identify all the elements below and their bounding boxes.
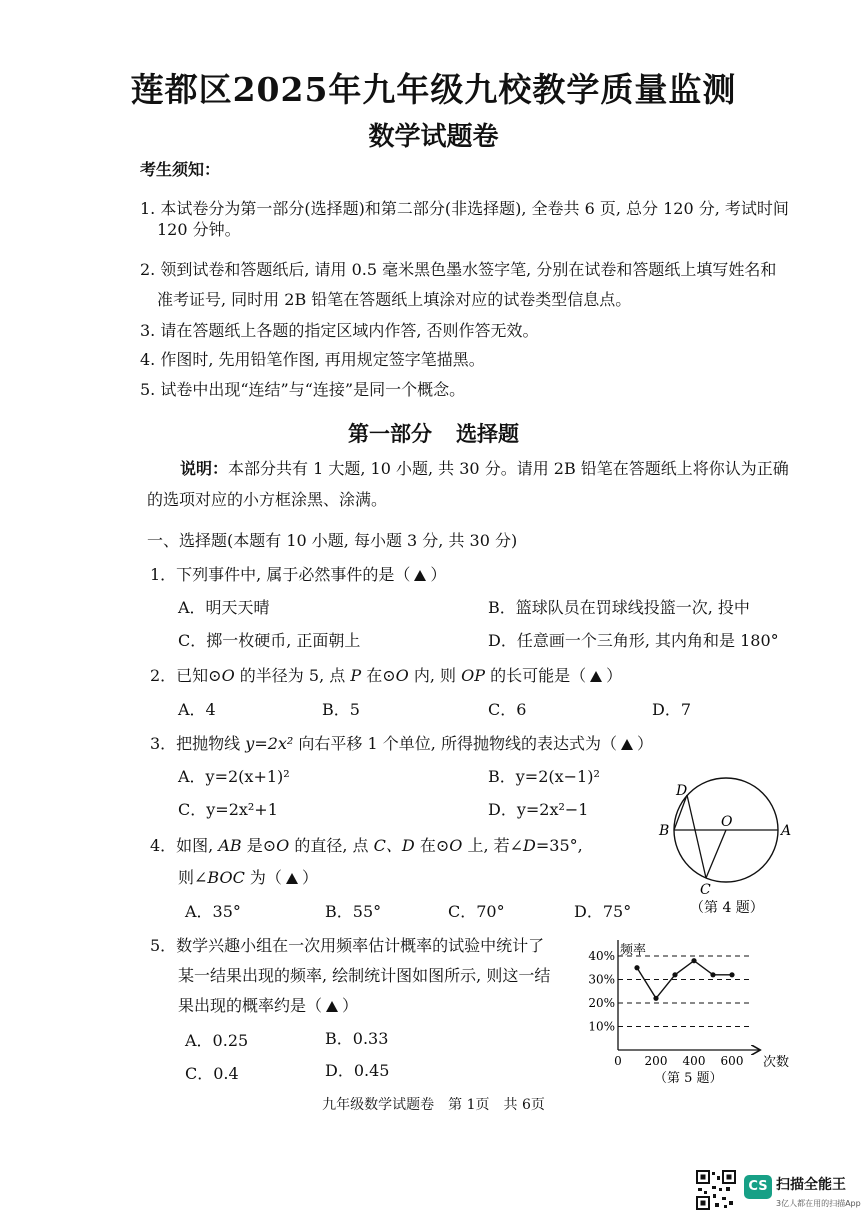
q5-option-a: A．0.25 (185, 1031, 249, 1050)
data-point (710, 972, 715, 977)
x-tick-label: 600 (720, 1054, 744, 1068)
label-a: A (781, 823, 792, 839)
notice-item: 3. 请在答题纸上各题的指定区域内作答, 否则作答无效。 (140, 321, 539, 340)
question-2: 2．已知⊙O 的半径为 5, 点 P 在⊙O 内, 则 OP 的长可能是（ ） (150, 666, 623, 685)
q4-figure-caption: （第 4 题） (690, 900, 764, 916)
data-point (729, 972, 734, 977)
label-o: O (721, 814, 733, 830)
chord-db (674, 795, 687, 830)
notice-item: 准考证号, 同时用 2B 铅笔在答题纸上填涂对应的试卷类型信息点。 (157, 290, 632, 309)
y-tick-label: 30% (588, 972, 615, 987)
y-tick-label: 10% (588, 1019, 615, 1034)
notice-heading: 考生须知： (140, 160, 221, 179)
answer-triangle-icon (590, 671, 602, 682)
x-axis-label: 次数 (763, 1055, 790, 1070)
notice-item: 4. 作图时, 先用铅笔作图, 再用规定签字笔描黑。 (140, 350, 485, 369)
q4-option-a: A．35° (185, 902, 241, 921)
x-tick-label: 400 (682, 1054, 706, 1068)
q2-option-a: A．4 (178, 700, 216, 719)
answer-triangle-icon (286, 873, 298, 884)
data-point (653, 996, 658, 1001)
q5-option-d: D．0.45 (325, 1061, 390, 1080)
q1-option-b: B．篮球队员在罚球线投篮一次, 投中 (488, 598, 750, 617)
page-title: 莲都区2025年九年级九校教学质量监测 (130, 70, 737, 109)
label-d: D (676, 783, 688, 799)
question-3: 3．把抛物线 y=2x² 向右平移 1 个单位, 所得抛物线的表达式为（ ） (150, 734, 653, 753)
page-subtitle: 数学试题卷 (368, 122, 499, 152)
q3-option-a: A．y=2(x+1)² (178, 767, 290, 786)
part1-title: 第一部分 选择题 (348, 421, 519, 446)
question-5-cont2: 果出现的概率约是（ ） (178, 996, 359, 1015)
q3-option-b: B．y=2(x−1)² (488, 767, 600, 786)
watermark-app-name: 扫描全能王 (776, 1177, 846, 1193)
watermark-tagline: 3亿人都在用的扫描App (776, 1199, 861, 1208)
q5-option-b: B．0.33 (325, 1029, 389, 1048)
label-c: C (700, 882, 711, 898)
chord-dc (687, 795, 706, 878)
q5-figure-caption: （第 5 题） (654, 1071, 723, 1085)
camscanner-logo-icon: CS (744, 1175, 772, 1199)
qr-code-icon (696, 1170, 736, 1210)
q2-option-b: B．5 (322, 700, 360, 719)
section-heading: 一、选择题(本题有 10 小题, 每小题 3 分, 共 30 分) (147, 531, 518, 550)
data-point (691, 958, 696, 963)
q4-option-b: B．55° (325, 902, 382, 921)
data-point (672, 972, 677, 977)
x-tick-label: 200 (644, 1054, 668, 1068)
y-tick-label: 40% (588, 949, 615, 963)
question-4-cont: 则∠BOC 为（ ） (178, 868, 318, 887)
y-tick-label: 20% (588, 996, 615, 1010)
part1-desc: 说明：本部分共有 1 大题, 10 小题, 共 30 分。请用 2B 铅笔在答题纸上将你认为正确 (180, 459, 789, 478)
q2-option-d: D．7 (652, 700, 692, 719)
q3-option-c: C．y=2x²+1 (178, 800, 278, 819)
answer-triangle-icon (621, 739, 633, 750)
x-tick-label: 0 (614, 1054, 622, 1068)
notice-item: 1. 本试卷分为第一部分(选择题)和第二部分(非选择题), 全卷共 6 页, 总分 120 分, 考试时间 (140, 199, 789, 218)
q1-option-c: C．掷一枚硬币, 正面朝上 (178, 631, 361, 650)
question-1: 1．下列事件中, 属于必然事件的是（ ） (150, 565, 447, 584)
q1-option-d: D．任意画一个三角形, 其内角和是 180° (488, 631, 779, 650)
radius-oc (706, 830, 726, 878)
data-point (634, 965, 639, 970)
q2-option-c: C．6 (488, 700, 527, 719)
q1-option-a: A．明天天晴 (178, 598, 270, 617)
q4-option-d: D．75° (574, 902, 632, 921)
part1-desc-cont: 的选项对应的小方框涂黑、涂满。 (147, 490, 388, 509)
question-5-cont: 某一结果出现的频率, 绘制统计图如图所示, 则这一结 (178, 966, 551, 985)
q4-circle-figure (650, 775, 805, 920)
answer-triangle-icon (414, 570, 426, 581)
q4-option-c: C．70° (448, 902, 505, 921)
notice-item: 2. 领到试卷和答题纸后, 请用 0.5 毫米黑色墨水签字笔, 分别在试卷和答题纸上填写姓名和 (140, 260, 777, 279)
notice-item: 5. 试卷中出现“连结”与“连接”是同一个概念。 (140, 380, 466, 399)
question-5: 5．数学兴趣小组在一次用频率估计概率的试验中统计了 (150, 936, 545, 955)
label-b: B (659, 823, 670, 839)
q3-option-d: D．y=2x²−1 (488, 800, 589, 819)
q5-option-c: C．0.4 (185, 1064, 239, 1083)
question-4: 4．如图, AB 是⊙O 的直径, 点 C、D 在⊙O 上, 若∠D=35°, (150, 836, 583, 855)
q5-frequency-chart (578, 940, 798, 1085)
page-footer: 九年级数学试题卷 第 1页 共 6页 (322, 1097, 545, 1113)
y-axis-label: 频率 (620, 943, 647, 958)
notice-item: 120 分钟。 (157, 220, 241, 239)
answer-triangle-icon (326, 1001, 338, 1012)
